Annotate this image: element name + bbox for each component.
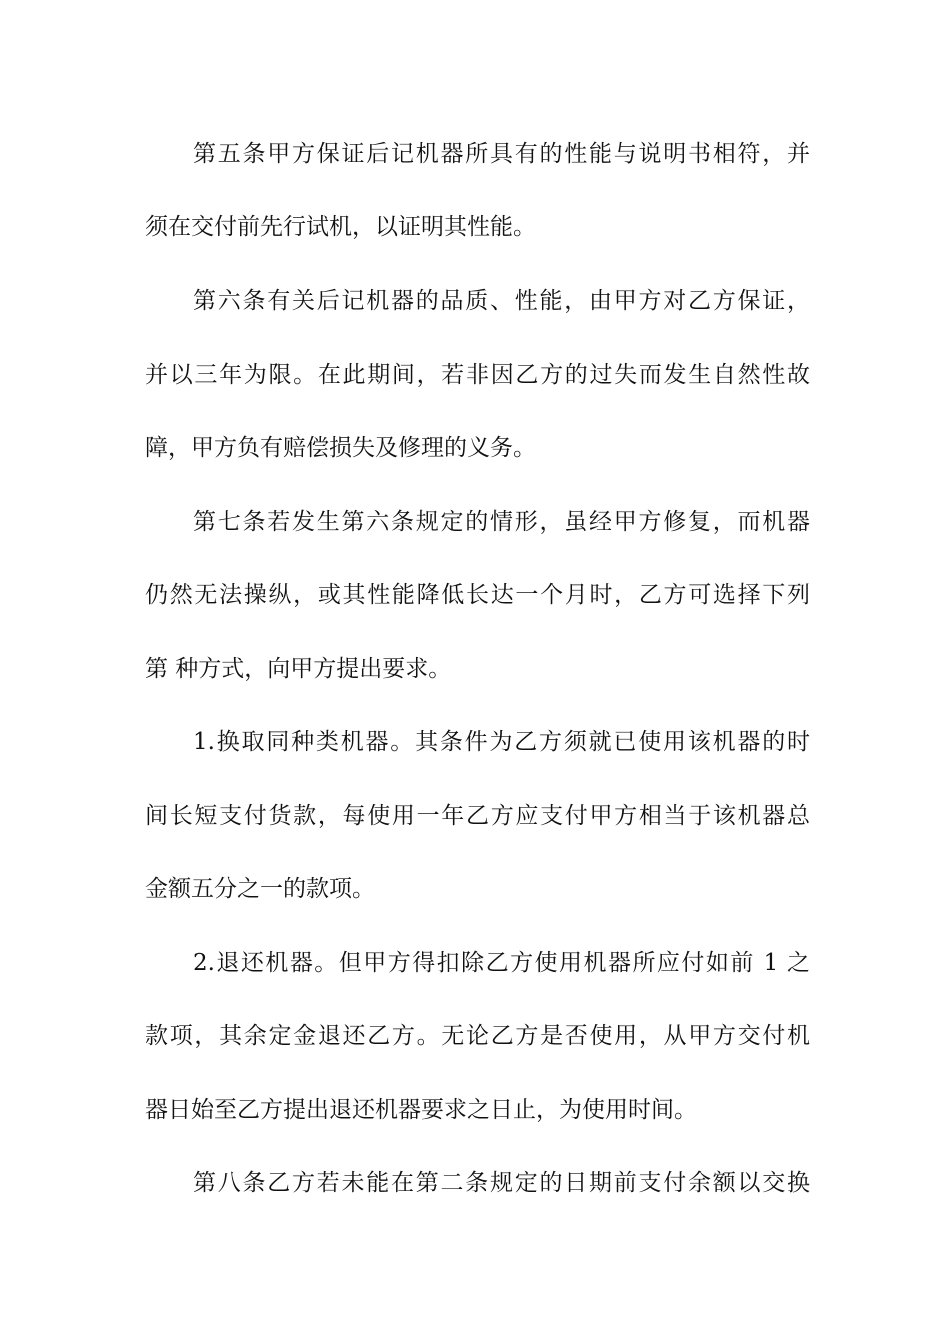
article-8-line-1: 第八条乙方若未能在第二条规定的日期前支付余额以交换 xyxy=(193,1170,810,1196)
item-2-line-1: 2.退还机器。但甲方得扣除乙方使用机器所应付如前 1 之 xyxy=(193,950,810,976)
article-7-line-1: 第七条若发生第六条规定的情形，虽经甲方修复，而机器 xyxy=(193,509,810,535)
article-5-line-1: 第五条甲方保证后记机器所具有的性能与说明书相符，并 xyxy=(193,141,810,167)
article-7-line-3: 第 种方式，向甲方提出要求。 xyxy=(145,656,452,682)
article-5-line-2: 须在交付前先行试机，以证明其性能。 xyxy=(145,214,536,240)
article-7-line-2: 仍然无法操纵，或其性能降低长达一个月时，乙方可选择下列 xyxy=(145,582,810,608)
item-1-line-2: 间长短支付货款，每使用一年乙方应支付甲方相当于该机器总 xyxy=(145,803,810,829)
item-2-line-2: 款项，其余定金退还乙方。无论乙方是否使用，从甲方交付机 xyxy=(145,1023,810,1049)
article-6-line-2: 并以三年为限。在此期间，若非因乙方的过失而发生自然性故 xyxy=(145,362,810,388)
article-6-line-1: 第六条有关后记机器的品质、性能，由甲方对乙方保证， xyxy=(193,288,810,314)
item-1-line-1: 1.换取同种类机器。其条件为乙方须就已使用该机器的时 xyxy=(193,729,810,755)
article-6-line-3: 障，甲方负有赔偿损失及修理的义务。 xyxy=(145,435,536,461)
item-2-line-3: 器日始至乙方提出退还机器要求之日止，为使用时间。 xyxy=(145,1097,697,1123)
item-1-line-3: 金额五分之一的款项。 xyxy=(145,876,375,902)
